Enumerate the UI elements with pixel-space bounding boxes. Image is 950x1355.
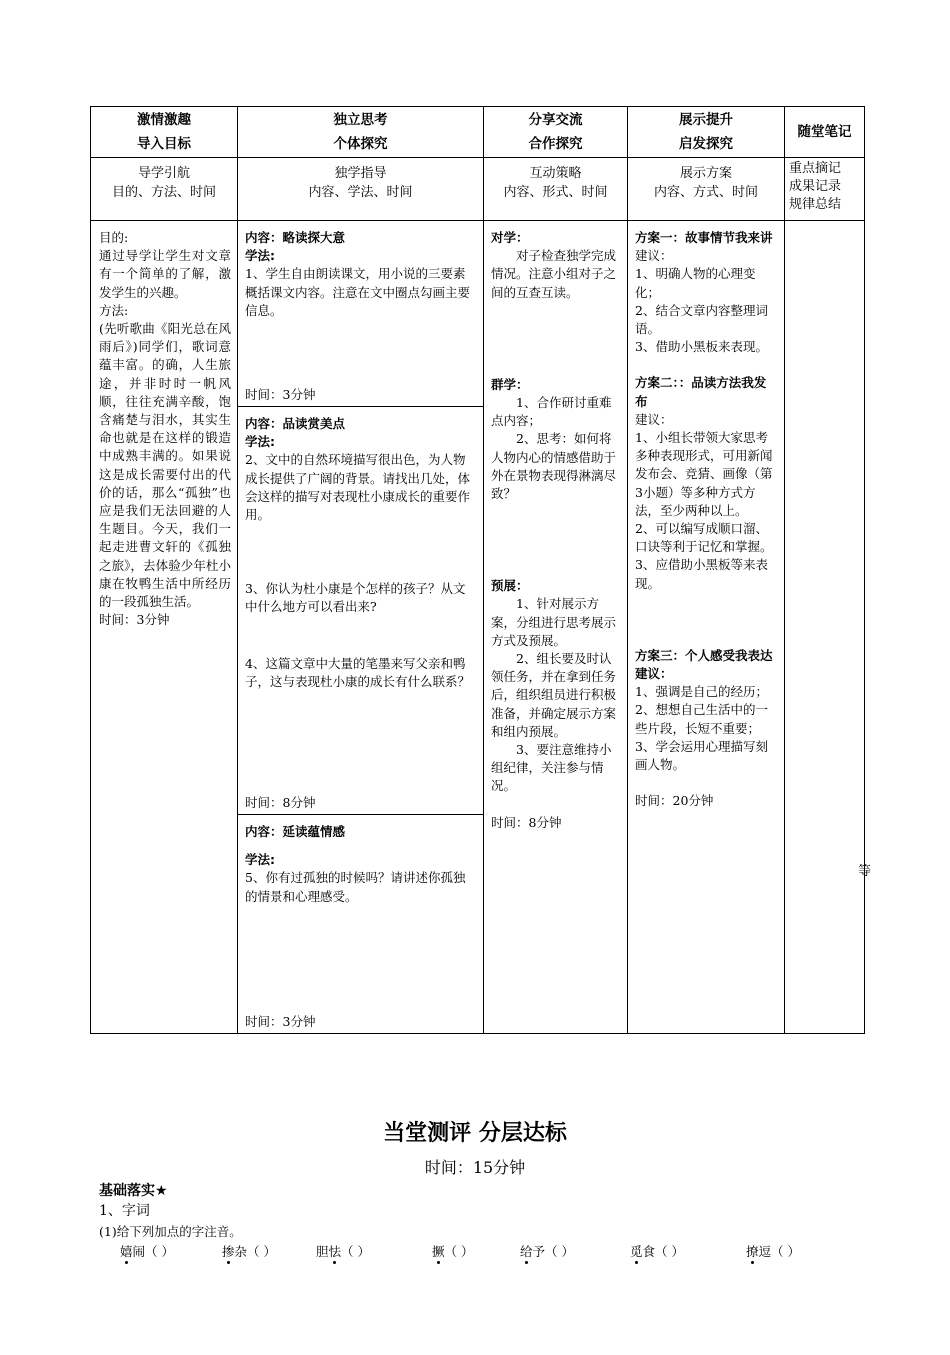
header-stage-1: 激情激趣 导入目标 — [91, 107, 238, 158]
word-item: 给予（ ） — [520, 1244, 574, 1259]
guide-header-notes: 重点摘记 成果记录 规律总结 — [785, 158, 865, 221]
guide-time: 时间：3分钟 — [99, 612, 170, 628]
purpose-label: 目的: — [99, 230, 129, 245]
guide-header-3: 互动策略 内容、形式、时间 — [484, 158, 628, 221]
method-text: (先听歌曲《阳光总在风雨后》)同学们，歌词意蕴丰富。的确，人生旅途，并非时时一帆风顺，往往充满辛酸，饱含痛楚与泪水，其实生命也就是在这样的锻造中成熟丰满的。如果说这是成长需要付出的代价的话，那么“孤独”也应是我们无法回避的人生题目。今天，我们一起走进曹文轩的《孤独之旅》，去体验少年杜小康在牧鸭生活中所经历的一段孤独生活。 — [99, 321, 231, 610]
self-study-cell — [238, 221, 484, 1034]
section-basic: 基础落实★ — [99, 1183, 168, 1199]
question-2: 2、文中的自然环境描写很出色，为人物成长提供了广阔的背景。请找出几处，体会这样的描写对表现杜小康成长的重要作用。 — [245, 452, 471, 523]
pinyin-word-list — [120, 1242, 880, 1264]
method-label: 方法: — [99, 302, 129, 318]
header-stage-2: 独立思考 个体探究 — [238, 107, 484, 158]
word-item: 觅食（ ） — [630, 1244, 684, 1259]
guide-cell — [91, 221, 238, 1034]
header-notes: 随堂笔记 — [785, 107, 865, 158]
item-pinyin-instruction: (1)给下列加点的字注音。 — [99, 1224, 242, 1239]
presentation-time: 时间：20分钟 — [635, 793, 714, 809]
guide-header-1: 导学引航 目的、方法、时间 — [91, 158, 238, 221]
guide-header-2: 独学指导 内容、学法、时间 — [238, 158, 484, 221]
header-row-stage — [91, 107, 865, 158]
header-stage-4: 展示提升 启发探究 — [628, 107, 785, 158]
word-item: 掺杂（ ） — [222, 1244, 276, 1259]
presentation-cell: 方案一：故事情节我来讲 建议： 1、明确人物的心理变化； 2、结合文章内容整理词语。 3、借助小黑板来表现。 方案二：：品读方法我发布 建议： 1、小组长带领大家思考多种表现形式，可用新闻发布会、竞猜、画像（第3小题）等多种方式方法，至少两种以上。 2、可以编写成顺口溜、口诀等利于记忆和掌握。 3、应借助小黑板等来表现。 方案三：个人感受我表达 建议： 1、强调是自己的经历； 2、想想自己生活中的一些片段，长短不重要； 3、学会运用心理描写刻画人物。 时间：20分钟 — [628, 221, 785, 1034]
header-stage-3: 分享交流 合作探究 — [484, 107, 628, 158]
guide-header-4: 展示方案 内容、方式、时间 — [628, 158, 785, 221]
content-row — [91, 221, 865, 1034]
self-study-section-2: 内容：品读赏美点 学法: 2、文中的自然环境描写很出色，为人物成长提供了广阔的背景。请找出几处，体会这样的描写对表现杜小康成长的重要作用。 3、你认为杜小康是个怎样的孩子？从文中什么地方可以看出来? 4、这篇文章中大量的笔墨来写父亲和鸭子，这与表现杜小康的成长有什么联系？ 时间：8分钟 — [238, 407, 483, 815]
test-title: 当堂测评 分层达标 — [383, 1121, 567, 1146]
word-item: 嬉闹（ ） — [120, 1244, 174, 1259]
self-study-section-1: 内容：略读探大意 学法: 1、学生自由朗读课文，用小说的三要素概括课文内容。注意在文中圈点勾画主要信息。 时间：3分钟 — [238, 221, 483, 407]
question-4: 4、这篇文章中大量的笔墨来写父亲和鸭子，这与表现杜小康的成长有什么联系？ — [245, 655, 471, 689]
question-5: 5、你有过孤独的时候吗？请讲述你孤独的情景和心理感受。 — [245, 870, 466, 904]
self-study-section-3: 内容：延读蕴情感 学法: 5、你有过孤独的时候吗？请讲述你孤独的情景和心理感受。 时间：3分钟 — [238, 815, 483, 1033]
section-3-time: 时间：3分钟 — [245, 1013, 316, 1029]
header-row-guide — [91, 158, 865, 221]
interaction-time: 时间：8分钟 — [491, 814, 562, 830]
test-time: 时间：15分钟 — [424, 1158, 526, 1177]
question-3: 3、你认为杜小康是个怎样的孩子？从文中什么地方可以看出来? — [245, 581, 466, 615]
margin-character: 等 — [858, 864, 872, 879]
question-1: 1、学生自由朗读课文，用小说的三要素概括课文内容。注意在文中圈点勾画主要信息。 — [245, 266, 471, 318]
word-item: 撩逗（ ） — [746, 1244, 800, 1259]
section-1-time: 时间：3分钟 — [245, 386, 316, 402]
notes-cell — [785, 221, 865, 1034]
lesson-plan-table — [90, 106, 865, 1034]
word-item: 撅（ ） — [432, 1244, 474, 1259]
item-words: 1、字词 — [99, 1203, 150, 1219]
purpose-text: 通过导学让学生对文章有一个简单的了解，激发学生的兴趣。 — [99, 248, 231, 300]
word-item: 胆怯（ ） — [316, 1244, 371, 1259]
interaction-cell: 对学： 对子检查独学完成情况。注意小组对子之间的互查互读。 群学： 1、合作研讨重难点内容； 2、思考：如何将人物内心的情感借助于外在景物表现得淋漓尽致？ 预展： 1、针对展示方案，分组进行思考展示方式及预展。 2、组长要及时认领任务，并在拿到任务后，组织组员进行积极准备，并确定展示方案和组内预展。 3、要注意维持小组纪律，关注参与情况。 时间：8分钟 — [484, 221, 628, 1034]
section-2-time: 时间：8分钟 — [245, 794, 316, 810]
